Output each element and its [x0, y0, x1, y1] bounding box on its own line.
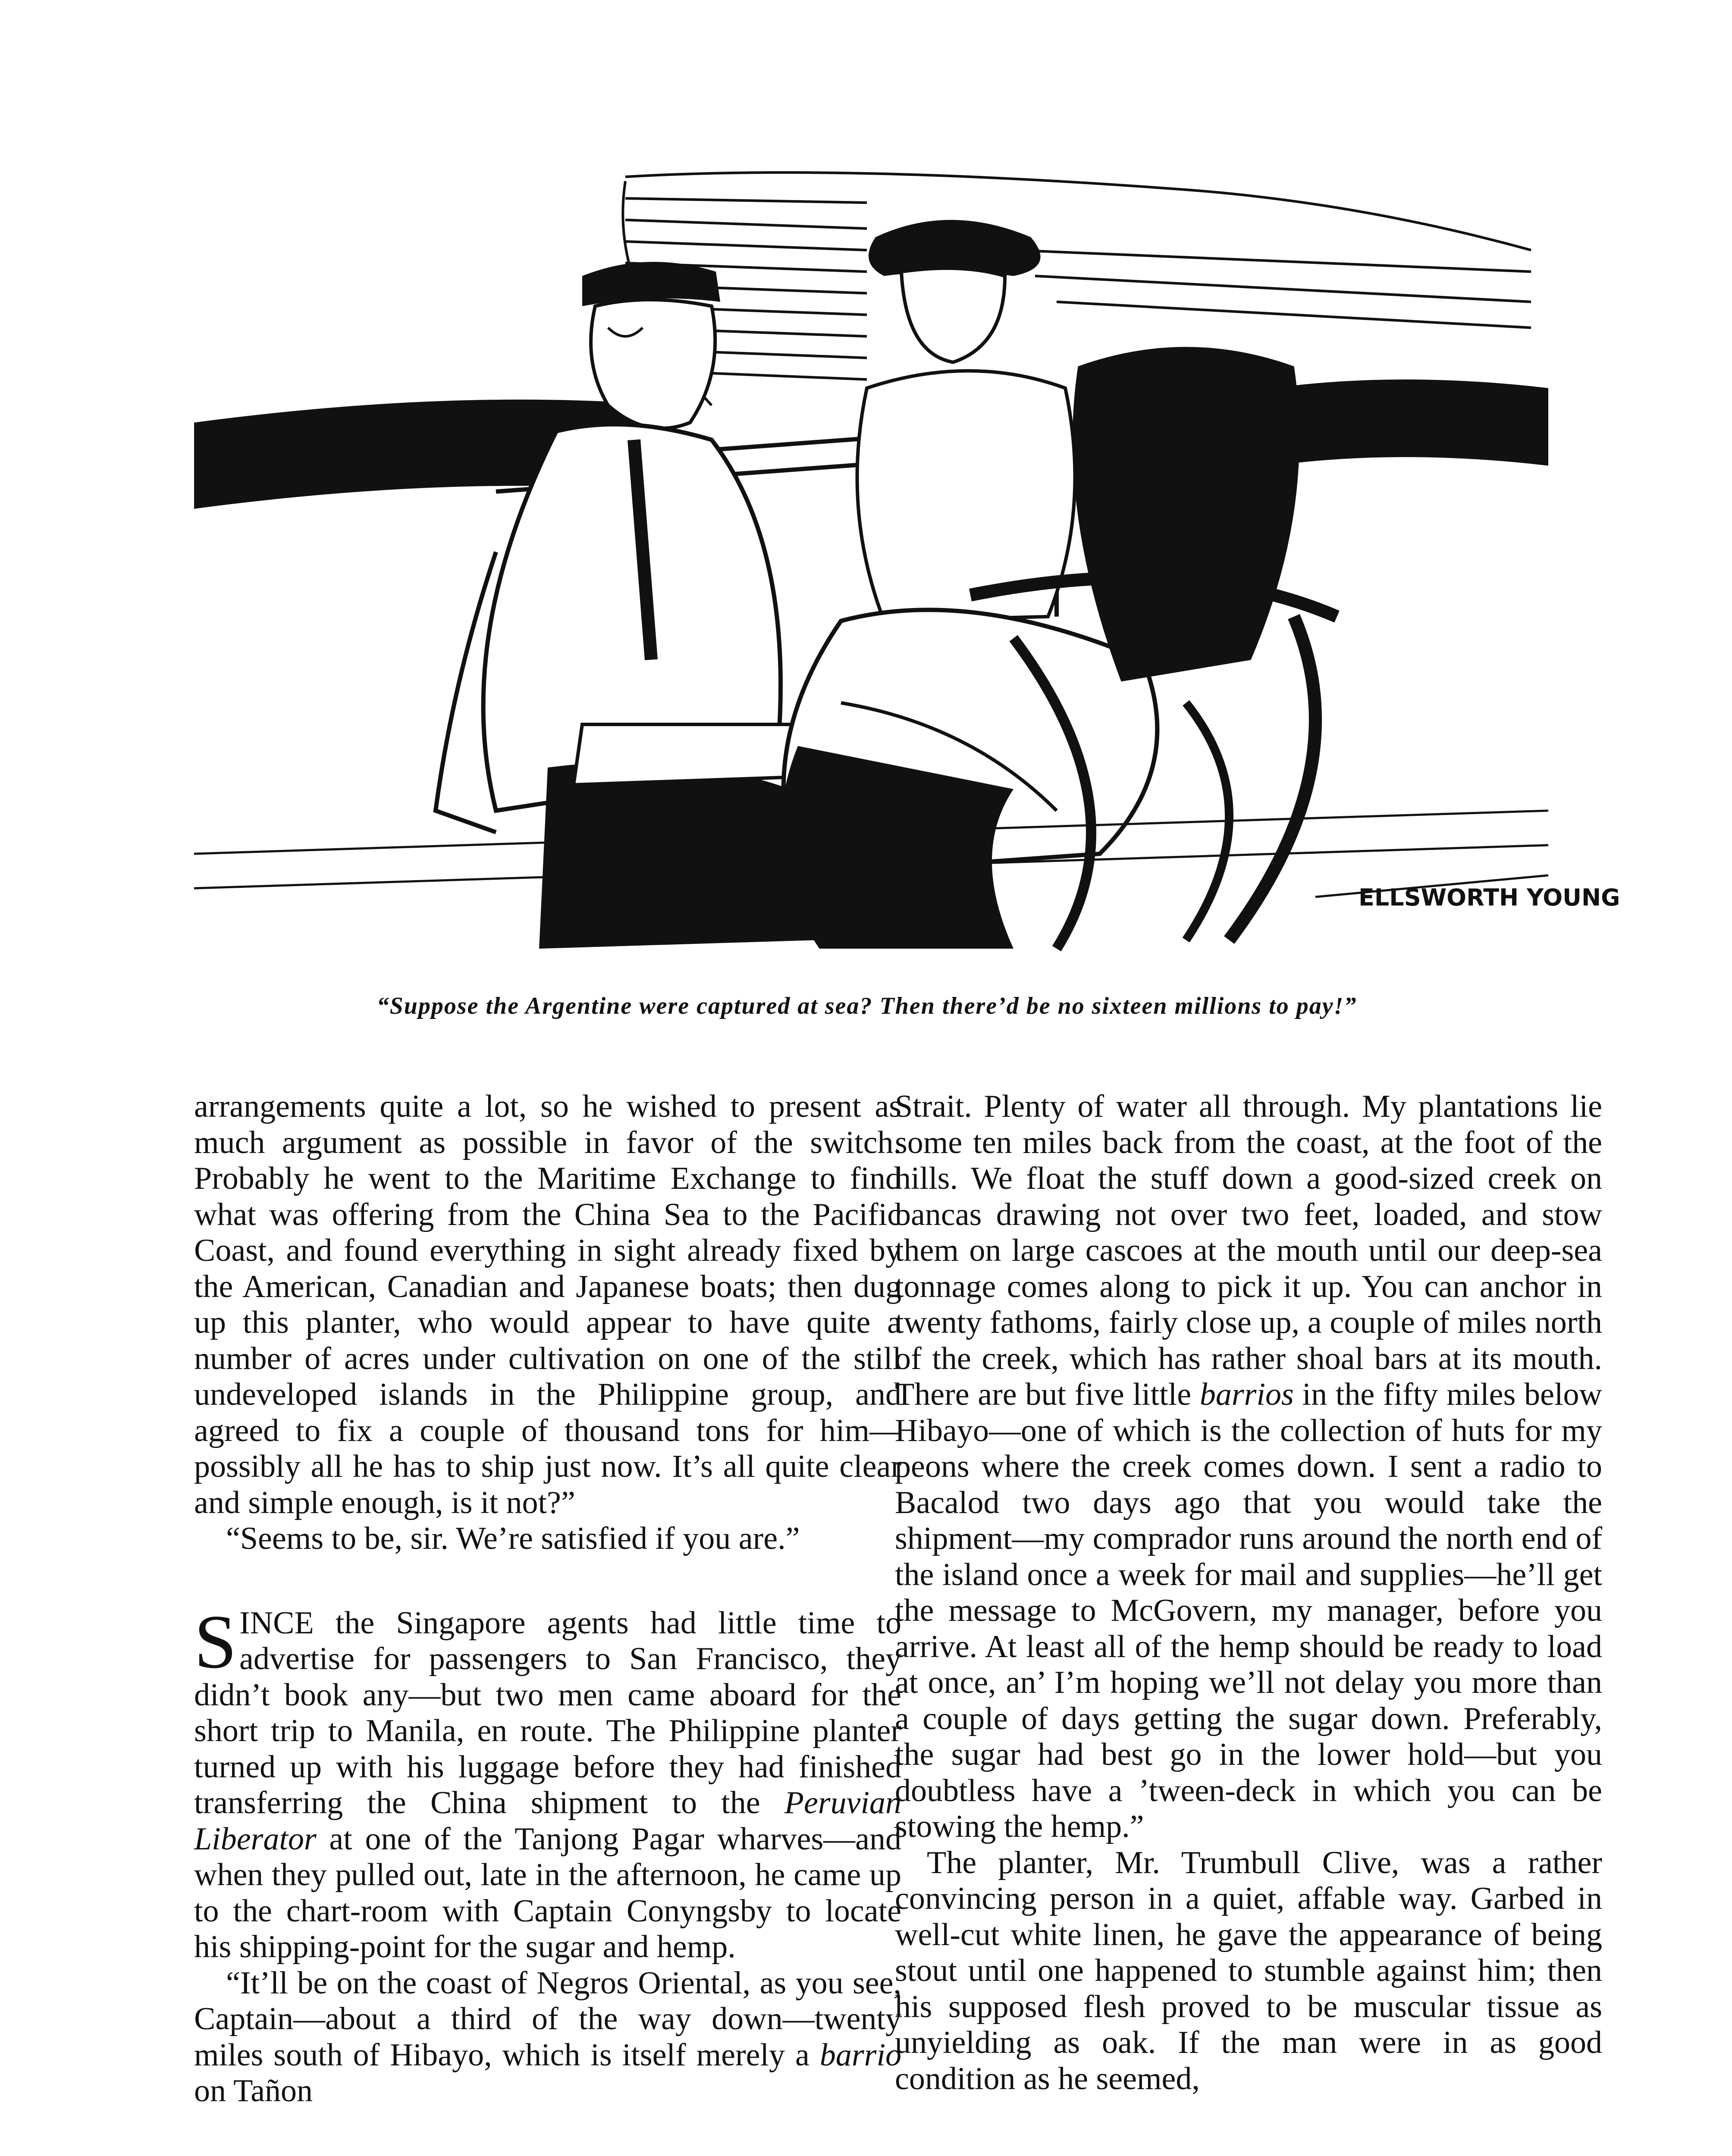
italic-word: barrios [1199, 1377, 1294, 1412]
paragraph: arrangements quite a lot, so he wished to present as much argument as possible in favor of the switch. Probably he went to the Maritime Exchange to find what was offering from the China Sea to the Pacific Coast, and found everything in sight already fixed by the American, Canadian and Japanese boats; then dug up this planter, who would appear to have quite a number of acres under cultivation on one of the still undeveloped islands in the Philippine group, and agreed to fix a couple of thousand tons for him—possibly all he has to ship just now. It’s all quite clear and simple enough, is it not?” [194, 1089, 901, 1520]
paragraph-text: at one of the Tanjong Pagar wharves—and when they pulled out, late in the afternoon, he came up to the chart-room with Captain Conyngsby to locate his shipping-point for the sugar and hemp. [194, 1821, 901, 1965]
drop-cap: S [194, 1598, 237, 1684]
text-column-left [194, 1089, 901, 2109]
paragraph: “Seems to be, sir. We’re satisfied if you are.” [226, 1521, 800, 1556]
ship-name: Peruvian Liberator [194, 1785, 901, 1857]
paragraph [895, 1089, 1602, 1845]
text-column-right [895, 1089, 1602, 2097]
paragraph-text: “It’ll be on the coast of Negros Oriental, as you see, Captain—about a third of the way down—twenty miles south of Hibayo, which is itself merely a [194, 1965, 901, 2073]
italic-word: barrio [819, 2037, 901, 2073]
artist-signature: ELLSWORTH YOUNG [1359, 884, 1620, 911]
paragraph-text: on Tañon [194, 2073, 313, 2109]
illustration-drawing [194, 164, 1620, 970]
paragraph-text: in the fifty miles below Hibayo—one of which is the collection of huts for my peons where the creek comes down. I sent a radio to Bacalod two days ago that you would take the shipment—my comprador runs around the north end of the island once a week for mail and supplies—he’ll get the message to McGovern, my manager, before you arrive. At least all of the hemp should be ready to load at once, an’ I’m hoping we’ll not delay you more than a couple of days getting the sugar down. Preferably, the sugar had best go in the lower hold—but you doubtless have a ’tween-deck in which you can be stowing the hemp.” [895, 1377, 1602, 1844]
story-illustration [194, 164, 1620, 970]
paragraph [194, 1965, 901, 2109]
illustration-caption: “Suppose the Argentine were captured at sea? Then there’d be no sixteen millions to pay!” [377, 993, 1357, 1019]
paragraph-text: INCE the Singapore agents had little time to advertise for passengers to San Francisco, they didn’t book any—but two men came aboard for the short trip to Manila, en route. The Philippine planter turned up with his luggage before they had finished transferring the China shipment to the [194, 1605, 901, 1821]
paragraph-text: Strait. Plenty of water all through. My plantations lie some ten miles back from the coast, at the foot of the hills. We float the stuff down a good-sized creek on bancas drawing not over two feet, loaded, and stow them on large cascoes at the mouth until our deep-sea tonnage comes along to pick it up. You can anchor in twenty fathoms, fairly close up, a couple of miles north of the creek, which has rather shoal bars at its mouth. There are but five little [895, 1089, 1602, 1412]
paragraph-with-dropcap [194, 1598, 901, 1965]
officer-figure [436, 262, 841, 949]
paragraph: The planter, Mr. Trumbull Clive, was a rather convincing person in a quiet, affable way. Garbed in well-cut white linen, he gave the appearance of being stout until one happened to stumble against him; then his supposed flesh proved to be muscular tissue as unyielding as oak. If the man were in as good condition as he seemed, [895, 1845, 1602, 2096]
